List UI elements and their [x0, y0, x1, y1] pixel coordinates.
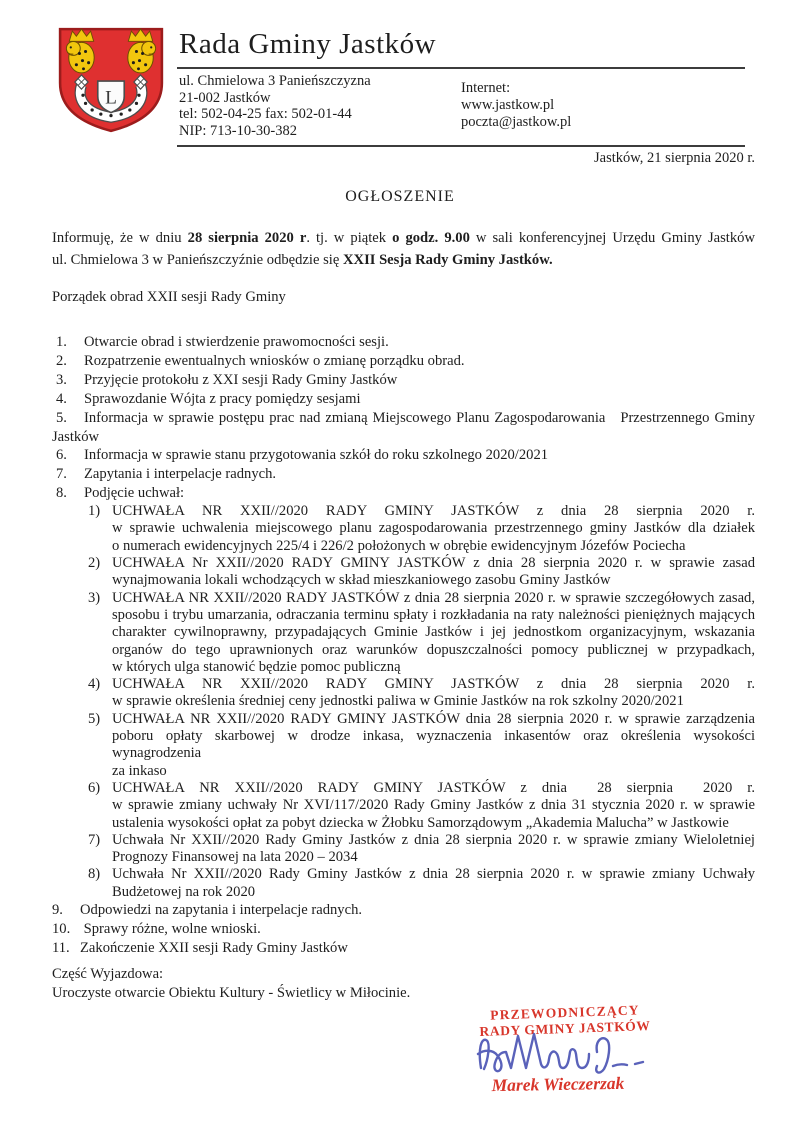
intro-line: Informuję, że w dniu 28 sierpnia 2020 r. tj. w piątek o godz. 9.00 w sali konferencyjnej Urzędu Gminy Jastków: [52, 230, 755, 246]
letterhead-columns: [177, 69, 745, 147]
agenda-subitem: [88, 780, 755, 832]
intro-line: ul. Chmielowa 3 w Panieńszczyźnie odbędzie się XXII Sesja Rady Gminy Jastków.: [52, 252, 553, 268]
agenda-item-line: 3. Przyjęcie protokołu z XXI sesji Rady Gminy Jastków: [56, 371, 398, 388]
address-line: 21-002 Jastków: [179, 89, 271, 106]
crest-letter: L: [105, 87, 117, 109]
address-line: ul. Chmielowa 3 Panieńszczyzna: [179, 73, 371, 89]
org-name: Rada Gminy Jastków: [177, 26, 745, 69]
coat-of-arms: [55, 26, 167, 134]
letterhead: [55, 26, 745, 147]
agenda-item-line: 6. Informacja w sprawie stanu przygotowania szkół do roku szkolnego 2020/2021: [56, 447, 549, 464]
intro-paragraph: [52, 227, 755, 271]
address-line: tel: 502-04-25 fax: 502-01-44: [179, 106, 352, 123]
agenda-item-number: 4.: [56, 390, 67, 407]
agenda-subitem: [88, 711, 755, 780]
agenda-subitem: [88, 555, 755, 590]
agenda-item-number: 10.: [52, 920, 71, 937]
agenda-subitem-line: organów do tego uprawnionych oraz warunków dopuszczalności pomocy publicznej w przypadkach,: [112, 641, 755, 658]
agenda-subitem-line: sposobu i trybu umarzania, odraczania terminu spłaty i rozkładania na raty należności pieniężnych mających: [112, 606, 755, 623]
agenda-subitem-number: 4): [88, 676, 101, 693]
document-body: [52, 227, 755, 1004]
agenda-subitem-number: 3): [88, 589, 101, 606]
crest-lion-icon: [66, 29, 94, 73]
agenda-subitem-number: 1): [88, 503, 101, 520]
agenda-item-line: 9. Odpowiedzi na zapytania i interpelacje radnych.: [52, 901, 363, 918]
agenda-subitem-line: w sprawie zmiany uchwały Nr XVI/117/2020 Rady Gminy Jastków z dnia 31 stycznia 2020 r. w sprawie: [112, 797, 755, 814]
contact-label: Internet:: [461, 80, 511, 96]
agenda-list: [52, 333, 755, 958]
agenda-subitem: [88, 503, 755, 555]
agenda-item-line: Jastków: [52, 428, 100, 445]
agenda-item-number: 7.: [56, 466, 67, 483]
agenda-subitem-line: Uchwała Nr XXII//2020 Rady Gminy Jastków z dnia 28 sierpnia 2020 r. w sprawie zmiany Uchwały: [112, 866, 755, 883]
address-line: NIP: 713-10-30-382: [179, 122, 298, 139]
agenda-item-number: 11.: [52, 939, 70, 956]
stamp-block: [455, 1000, 675, 1110]
agenda-subitem-line: Prognozy Finansowej na lata 2020 – 2034: [112, 849, 358, 866]
agenda-subitem-line: w sprawie określenia średniej ceny jednostki paliwa w Gminie Jastków na rok szkolny 2020/2021: [112, 693, 684, 710]
agenda-subitem-line: ustalenia wysokości opłat za pobyt dziecka w Żłobku Samorządowym „Akademia Malucha” w Jastkowie: [112, 814, 729, 831]
agenda-subitem-number: 7): [88, 831, 101, 848]
stamp-signatory-name: Marek Wieczerzak: [491, 1072, 625, 1096]
stamp-title-line1: PRZEWODNICZĄCY: [489, 1002, 640, 1023]
agenda-subitem: [88, 832, 755, 867]
agenda-subitem-line: Uchwała Nr XXII//2020 Rady Gminy Jastków z dnia 28 sierpnia 2020 r. w sprawie zmiany Wieloletniej: [112, 831, 755, 848]
agenda-item-line: 2. Rozpatrzenie ewentualnych wniosków o zmianę porządku obrad.: [56, 352, 465, 369]
agenda-subitem-line: za inkaso: [112, 762, 167, 779]
agenda-item-number: 3.: [56, 371, 67, 388]
agenda-item-line: 1. Otwarcie obrad i stwierdzenie prawomocności sesji.: [56, 334, 389, 350]
agenda-item-line: 4. Sprawozdanie Wójta z pracy pomiędzy sesjami: [56, 390, 361, 407]
agenda-item-number: 1.: [56, 334, 67, 350]
agenda-subitem-line: charakter cywilnoprawny, przypadających Gminie Jastków i jej jednostkom organizacyjnym, wskazania: [112, 624, 755, 641]
agenda-subitem-line: o numerach ewidencyjnych 225/4 i 226/2 położonych w obrębie ewidencyjnym Józefów Pociecha: [112, 537, 686, 554]
agenda-item-number: 8.: [56, 485, 67, 502]
contact-line: poczta@jastkow.pl: [461, 114, 572, 130]
contact-lines: [461, 97, 571, 131]
agenda-subitem-number: 6): [88, 779, 101, 796]
agenda-subitem-line: UCHWAŁA NR XXII//2020 RADY JASTKÓW z dnia 28 sierpnia 2020 r. w sprawie szczegółowych zasad,: [112, 589, 755, 606]
agenda-subitem: [88, 676, 755, 711]
agenda-subitem: [88, 590, 755, 676]
agenda-subitem: [88, 866, 755, 901]
agenda-subitem-line: Budżetowej na rok 2020: [112, 883, 256, 900]
agenda-item-line: 10. Sprawy różne, wolne wnioski.: [52, 920, 261, 937]
agenda-subitem-line: poboru opłaty skarbowej w drodze inkasa, wyznaczenia inkasentów oraz określenia wysokości: [112, 728, 755, 745]
letterhead-right: [177, 26, 745, 147]
agenda-item-number: 2.: [56, 352, 67, 369]
agenda-item-line: 7. Zapytania i interpelacje radnych.: [56, 466, 277, 483]
agenda-subitem-number: 8): [88, 866, 101, 883]
contact-line: www.jastkow.pl: [461, 97, 555, 113]
org-contact: [461, 73, 571, 139]
dateline: Jastków, 21 sierpnia 2020 r.: [594, 150, 755, 166]
agenda-subitem-line: UCHWAŁA NR XXII//2020 RADY GMINY JASTKÓW dnia 28 sierpnia 2020 r. w sprawie zarządzenia: [112, 710, 755, 727]
agenda-item-line: 5. Informacja w sprawie postępu prac nad zmianą Miejscowego Planu Zagospodarowania Przestrzennego Gminy: [56, 409, 755, 426]
agenda-subitem-line: w których ulga stanowić będzie pomoc publiczną: [112, 658, 401, 675]
crest-inner-shield: [98, 81, 124, 113]
agenda-subitem-line: UCHWAŁA NR XXII//2020 RADY GMINY JASTKÓW z dnia 28 sierpnia 2020 r.: [112, 503, 755, 520]
stamp-title-line2: RADY GMINY JASTKÓW: [479, 1018, 651, 1039]
agenda-heading: Porządek obrad XXII sesji Rady Gminy: [52, 289, 286, 305]
agenda-subitem-line: wynajmowania lokali wchodzących w skład mieszkaniowego zasobu Gminy Jastków: [112, 572, 611, 589]
agenda-subitem-line: w sprawie uchwalenia miejscowego planu zagospodarowania przestrzennego gminy Jastków dla działek: [112, 520, 755, 537]
document-title: OGŁOSZENIE: [345, 188, 455, 205]
agenda-subitem-number: 2): [88, 555, 101, 572]
agenda-subitem-line: UCHWAŁA NR XXII//2020 RADY GMINY JASTKÓW z dnia 28 sierpnia 2020 r.: [112, 676, 755, 693]
agenda-subitem-number: 5): [88, 710, 101, 727]
closing-paragraph: [52, 965, 755, 1004]
agenda-item-line: 8. Podjęcie uchwał:: [56, 485, 185, 502]
agenda-subitem-line: UCHWAŁA Nr XXII//2020 RADY GMINY JASTKÓW z dnia 28 sierpnia 2020 r. w sprawie zasad: [112, 555, 755, 572]
org-address: [179, 73, 461, 139]
agenda-item-line: 11. Zakończenie XXII sesji Rady Gminy Jastków: [52, 939, 348, 956]
agenda-subitem-line: UCHWAŁA NR XXII//2020 RADY GMINY JASTKÓW z dnia 28 sierpnia 2020 r.: [112, 779, 755, 796]
agenda-item-number: 5.: [56, 409, 67, 426]
agenda-item-number: 9.: [52, 901, 63, 918]
agenda-item-number: 6.: [56, 447, 67, 464]
agenda-sublist: [88, 503, 755, 901]
closing-line: Część Wyjazdowa:: [52, 965, 164, 982]
agenda-subitem-line: wynagrodzenia: [112, 745, 202, 762]
closing-line: Uroczyste otwarcie Obiektu Kultury - Świetlicy w Miłocinie.: [52, 985, 411, 1002]
